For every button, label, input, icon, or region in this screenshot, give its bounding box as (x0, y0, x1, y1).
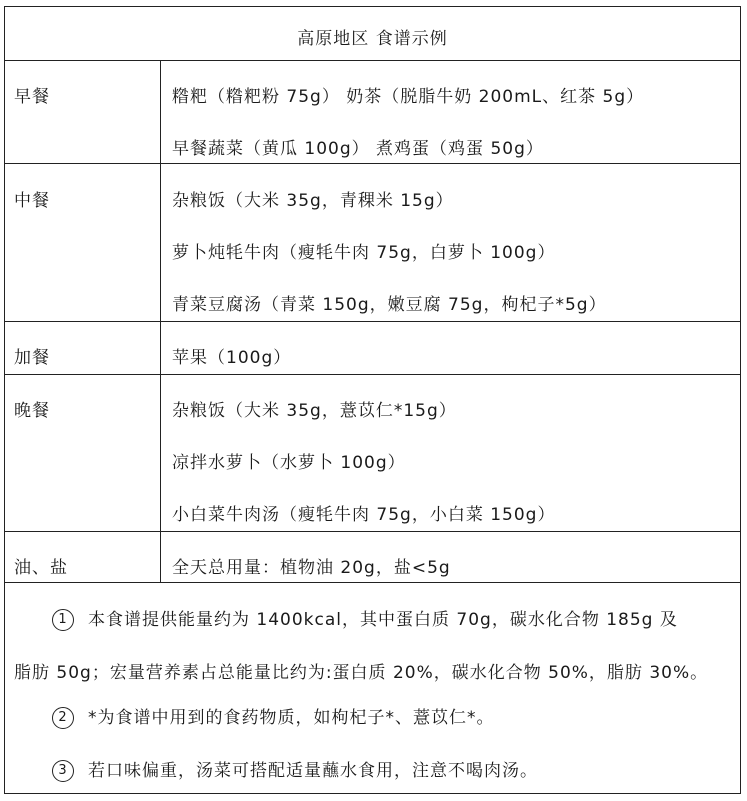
breakfast-item: 早餐蔬菜（黄瓜 100g） 煮鸡蛋（鸡蛋 50g） (172, 139, 544, 159)
column-divider (160, 60, 161, 582)
meal-label-lunch: 中餐 (14, 191, 50, 211)
note-text: 若口味偏重，汤菜可搭配适量蘸水食用，注意不喝肉汤。 (88, 761, 538, 781)
dinner-item: 凉拌水萝卜（水萝卜 100g） (172, 453, 406, 473)
meal-label-oil-salt: 油、盐 (14, 558, 68, 578)
breakfast-item: 糌粑（糌粑粉 75g） 奶茶（脱脂牛奶 200mL、红茶 5g） (172, 87, 645, 107)
meal-label-breakfast: 早餐 (14, 87, 50, 107)
page-title: 高原地区 食谱示例 (297, 29, 448, 49)
dinner-item: 小白菜牛肉汤（瘦牦牛肉 75g，小白菜 150g） (172, 505, 556, 525)
note-text: *为食谱中用到的食药物质，如枸杞子*、薏苡仁*。 (88, 708, 495, 728)
meal-label-snack: 加餐 (14, 348, 50, 368)
divider (4, 321, 741, 322)
divider (4, 582, 741, 583)
circled-number: 2 (52, 707, 74, 729)
note-3 (52, 756, 538, 782)
dinner-item: 杂粮饭（大米 35g，薏苡仁*15g） (172, 401, 457, 421)
note-2 (52, 703, 495, 729)
snack-item: 苹果（100g） (172, 348, 292, 368)
meal-label-dinner: 晚餐 (14, 401, 50, 421)
lunch-item: 萝卜炖牦牛肉（瘦牦牛肉 75g，白萝卜 100g） (172, 243, 556, 263)
lunch-item: 青菜豆腐汤（青菜 150g，嫩豆腐 75g，枸杞子*5g） (172, 295, 607, 315)
divider (4, 531, 741, 532)
circled-number: 1 (52, 609, 74, 631)
oil-salt-item: 全天总用量：植物油 20g，盐<5g (172, 558, 451, 578)
circled-number: 3 (52, 760, 74, 782)
note-text: 本食谱提供能量约为 1400kcal，其中蛋白质 70g，碳水化合物 185g 及 (88, 610, 678, 630)
divider (4, 163, 741, 164)
lunch-item: 杂粮饭（大米 35g，青稞米 15g） (172, 191, 454, 211)
note-1-continuation: 脂肪 50g；宏量营养素占总能量比约为:蛋白质 20%，碳水化合物 50%，脂肪 30%。 (14, 663, 709, 683)
divider (4, 60, 741, 61)
divider (4, 374, 741, 375)
note-1 (52, 605, 678, 631)
